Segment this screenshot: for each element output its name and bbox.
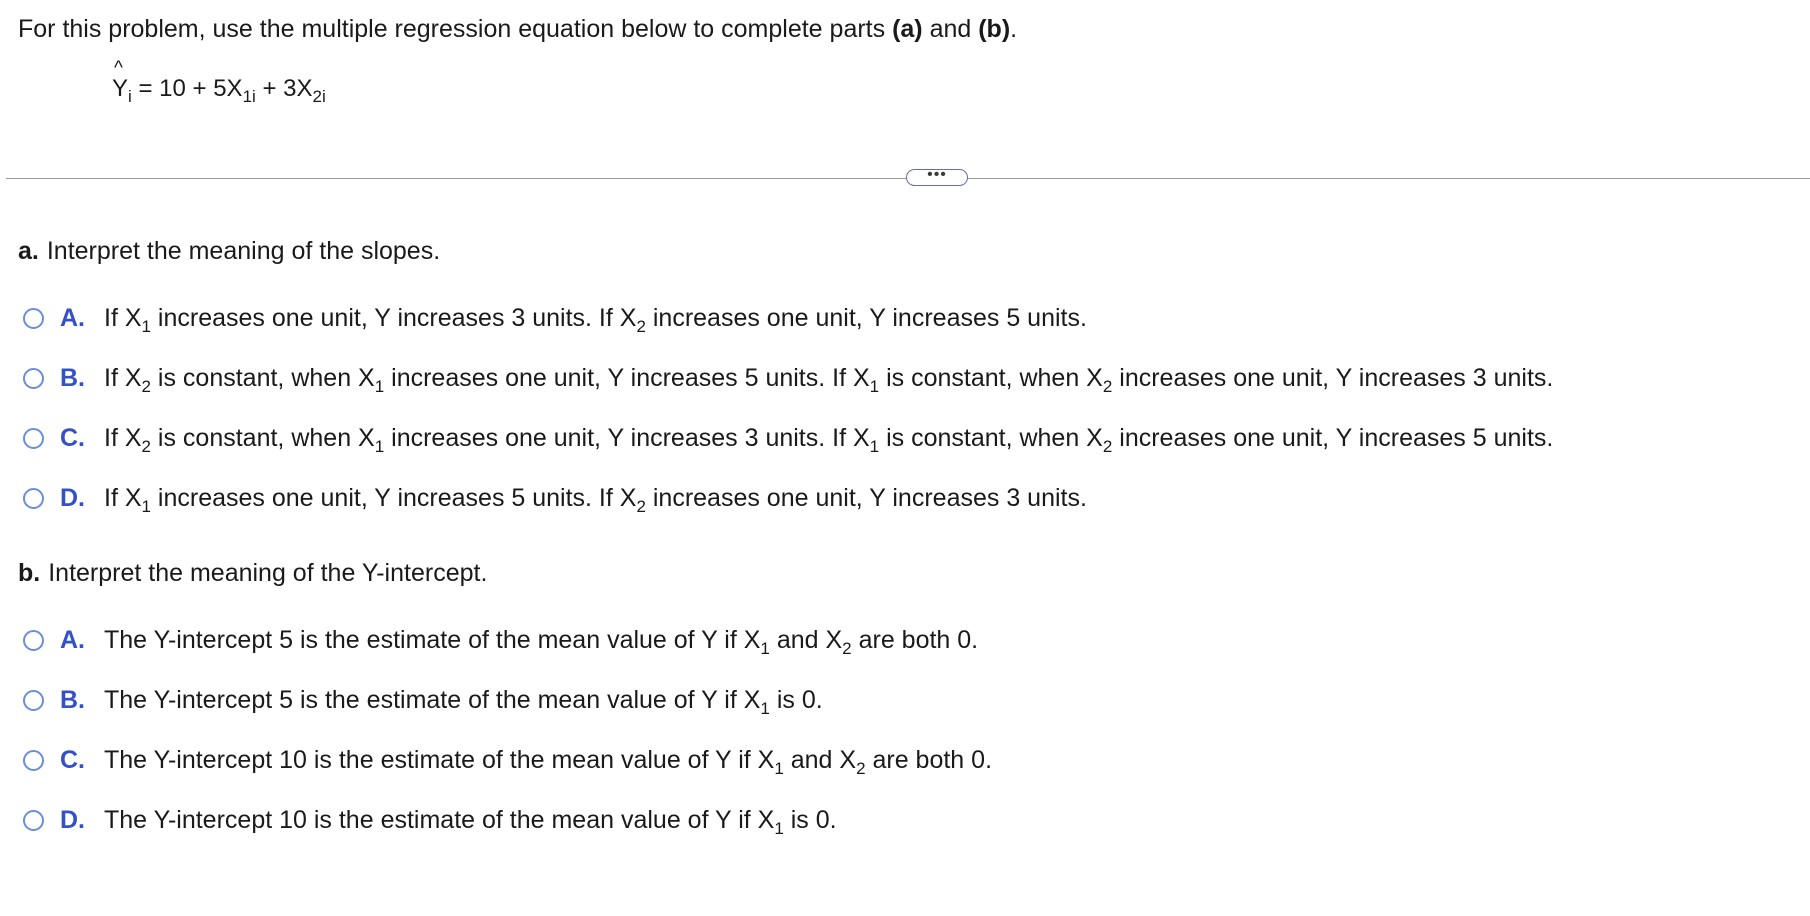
radio-button[interactable] (23, 690, 44, 711)
x1-subscript: 1i (242, 87, 256, 106)
radio-button[interactable] (23, 308, 44, 329)
part-a-option-a[interactable] (23, 303, 1087, 336)
hat-symbol: ^ (114, 58, 123, 79)
option-letter: C. (60, 423, 85, 452)
part-a-question (18, 236, 440, 266)
option-letter: D. (60, 805, 85, 834)
radio-button[interactable] (23, 810, 44, 831)
option-text: If $X_2$ is constant, when $X_1$ increases one unit, Y increases 5 units. If $X_1$ is constant, when $X_2$ increases one unit, Y increases 3 units. (104, 364, 1554, 396)
intro-part-a: (a) (892, 15, 923, 43)
option-text: The Y-intercept 10 is the estimate of the mean value of Y if $X_1$ is 0. (104, 806, 837, 838)
y-hat (112, 58, 129, 104)
equation-plus: + 3X (255, 75, 313, 102)
part-b-option-b[interactable] (23, 685, 823, 718)
part-b-option-d[interactable] (23, 805, 837, 838)
radio-button[interactable] (23, 630, 44, 651)
intro-prefix: For this problem, use the multiple regression equation below to complete parts (18, 15, 893, 43)
option-letter: B. (60, 685, 85, 714)
option-text: If $X_1$ increases one unit, Y increases 5 units. If $X_2$ increases one unit, Y increases 3 units. (104, 484, 1087, 516)
problem-instructions (18, 14, 1017, 44)
y-symbol: Y (112, 75, 129, 102)
part-a-option-d[interactable] (23, 483, 1087, 516)
part-b-letter: b. (18, 559, 41, 587)
option-text: If $X_1$ increases one unit, Y increases 3 units. If $X_2$ increases one unit, Y increases 5 units. (104, 304, 1087, 336)
option-text: The Y-intercept 5 is the estimate of the mean value of Y if $X_1$ and $X_2$ are both 0. (104, 626, 979, 658)
radio-button[interactable] (23, 428, 44, 449)
part-b-question (18, 558, 487, 588)
part-b-prompt: Interpret the meaning of the Y-intercept. (48, 559, 488, 587)
radio-button[interactable] (23, 368, 44, 389)
option-text: The Y-intercept 10 is the estimate of the mean value of Y if $X_1$ and $X_2$ are both 0. (104, 746, 993, 778)
expand-more-button[interactable]: ••• (906, 169, 968, 186)
regression-equation (112, 58, 326, 106)
option-letter: B. (60, 363, 85, 392)
option-text: If $X_2$ is constant, when $X_1$ increases one unit, Y increases 3 units. If $X_1$ is constant, when $X_2$ increases one unit, Y increases 5 units. (104, 424, 1554, 456)
equation-middle: = 10 + 5X (131, 75, 243, 102)
radio-button[interactable] (23, 488, 44, 509)
intro-part-b: (b) (978, 15, 1011, 43)
part-a-letter: a. (18, 237, 39, 265)
radio-button[interactable] (23, 750, 44, 771)
option-text: The Y-intercept 5 is the estimate of the mean value of Y if $X_1$ is 0. (104, 686, 823, 718)
part-a-prompt: Interpret the meaning of the slopes. (46, 237, 441, 265)
y-subscript: i (128, 87, 132, 106)
option-letter: A. (60, 303, 85, 332)
part-a-option-c[interactable] (23, 423, 1554, 456)
x2-subscript: 2i (312, 87, 326, 106)
option-letter: C. (60, 745, 85, 774)
part-a-option-b[interactable] (23, 363, 1554, 396)
part-b-option-c[interactable] (23, 745, 993, 778)
intro-suffix: . (1010, 15, 1018, 43)
option-letter: A. (60, 625, 85, 654)
intro-and: and (922, 15, 979, 43)
part-b-option-a[interactable] (23, 625, 979, 658)
option-letter: D. (60, 483, 85, 512)
